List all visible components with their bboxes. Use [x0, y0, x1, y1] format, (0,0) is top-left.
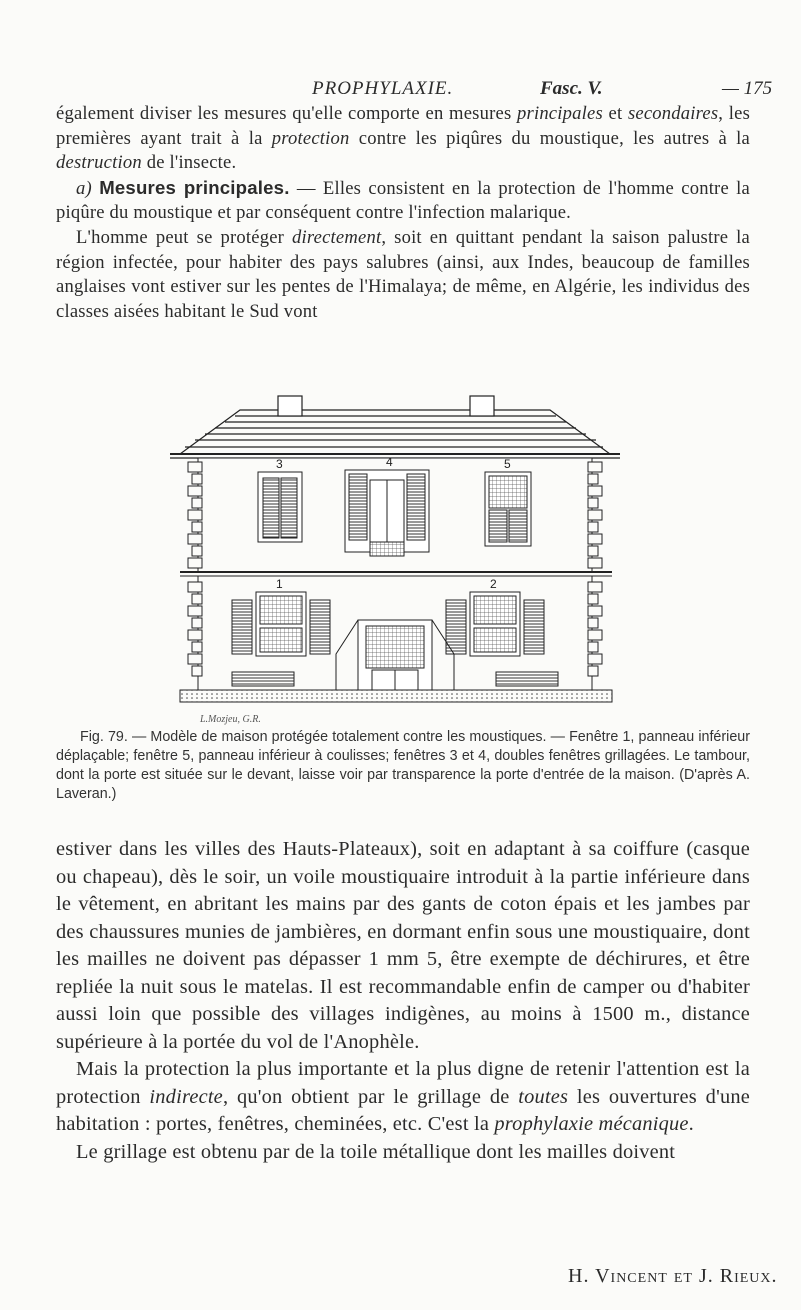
text-run: également diviser les mesures qu'elle comporte en mesures	[56, 103, 518, 124]
text-run: — Elles consistent en la protection de l'homme contre la piqûre du moustique et par conséquent contre l'infection malarique.	[56, 177, 751, 224]
paragraph-1	[56, 102, 750, 176]
running-head-title: PROPHYLAXIE.	[312, 78, 454, 99]
lower-floor	[180, 576, 612, 702]
paragraph-3	[56, 226, 750, 324]
bottom-text-block	[56, 836, 750, 1166]
emphasis: directement	[292, 226, 382, 248]
page-number: — 175	[722, 78, 773, 99]
running-head-fascicle: Fasc. V.	[540, 78, 603, 99]
text-run: Mais la protection la plus importante et la plus digne de retenir l'attention est la protection	[56, 1058, 750, 1108]
roof	[170, 396, 620, 458]
window-4	[345, 470, 429, 556]
paragraph-2	[56, 176, 750, 226]
caption-text: Fig. 79. — Modèle de maison protégée totalement contre les moustiques. — Fenêtre 1, panneau inférieur déplaçable; fenêtre 5, panneau inférieur à coulisses; fenêtres 3 et 4, doubles fenêtres grillagées. Le tambour, dont la porte est située sur le devant, laisse voir par transparence la porte d'entrée de la maison. (D'après A. Laveran.)	[56, 729, 750, 802]
text-run: , qu'on obtient par le grillage de	[222, 1085, 519, 1108]
text-run: .	[688, 1113, 694, 1135]
emphasis: prophylaxie mécanique	[494, 1113, 689, 1135]
engraver-signature: L.Mozjeu, G.R.	[200, 714, 261, 725]
house-drawing	[140, 392, 650, 712]
window-label-2: 2	[490, 577, 497, 591]
section-heading: Mesures principales.	[99, 176, 290, 198]
footer-authors: H. Vincent et J. Rieux.	[568, 1265, 778, 1287]
window-label-3: 3	[276, 457, 283, 471]
emphasis: indirecte	[149, 1085, 223, 1108]
window-1	[232, 592, 330, 656]
text-run: les ouvertures d'une habitation : portes, fenêtres, cheminées, etc. C'est la	[56, 1085, 750, 1135]
paragraph-6: Le grillage est obtenu par de la toile métallique dont les mailles doivent	[76, 1140, 676, 1163]
emphasis: principales	[517, 103, 603, 124]
foundation	[180, 690, 612, 702]
emphasis: protection	[271, 127, 350, 149]
window-label-1: 1	[276, 577, 283, 591]
window-label-4: 4	[386, 455, 393, 469]
text-run: L'homme peut se protéger	[76, 226, 293, 248]
text-run: et	[602, 103, 628, 124]
section-label: a)	[76, 177, 92, 199]
text-run: de l'insecte.	[141, 152, 237, 174]
top-text-block	[56, 102, 750, 324]
window-label-5: 5	[504, 457, 511, 471]
house-illustration	[140, 392, 650, 712]
right-quoins-upper	[588, 462, 602, 568]
paragraph-5	[56, 1056, 750, 1139]
figure-caption	[56, 728, 750, 804]
window-3	[258, 472, 302, 542]
paragraph-4: estiver dans les villes des Hauts-Plateaux), soit en adaptant à sa coiffure (casque ou chapeau), dès le soir, un voile moustiquaire introduit à la partie inférieure dans le vêtement, en abritant les mains par des gants de coton épais et les jambes par des chaussures munies de jambières, en dormant enfin sous une moustiquaire, dont les mailles ne doivent pas dépasser 1 mm 5, être exempte de déchirures, et être repliée la nuit sous le matelas. Il est recommandable enfin de camper ou d'habiter aussi loin que possible des villages indigènes, au moins à 1500 m., distance supérieure à la portée du vol de l'Anophèle.	[56, 838, 750, 1053]
text-run: , soit en quittant pendant la saison palustre la région infectée, pour habiter des pays salubres (ainsi, aux Indes, beaucoup de familles anglaises vont estiver sur les pentes de l'Himalaya; de même, en Algérie, les individus des classes aisées habitant le Sud vont	[56, 226, 750, 322]
text-run: contre les piqûres du moustique, les autres à la	[349, 127, 751, 149]
emphasis: secondaires	[627, 103, 719, 124]
emphasis: toutes	[518, 1085, 569, 1108]
text-run: , les premières ayant trait à la	[56, 103, 751, 149]
window-2	[446, 592, 544, 656]
left-quoins-upper	[188, 462, 202, 568]
emphasis: destruction	[56, 152, 142, 174]
window-5	[485, 472, 531, 546]
running-head	[0, 74, 801, 104]
upper-floor	[180, 458, 612, 576]
